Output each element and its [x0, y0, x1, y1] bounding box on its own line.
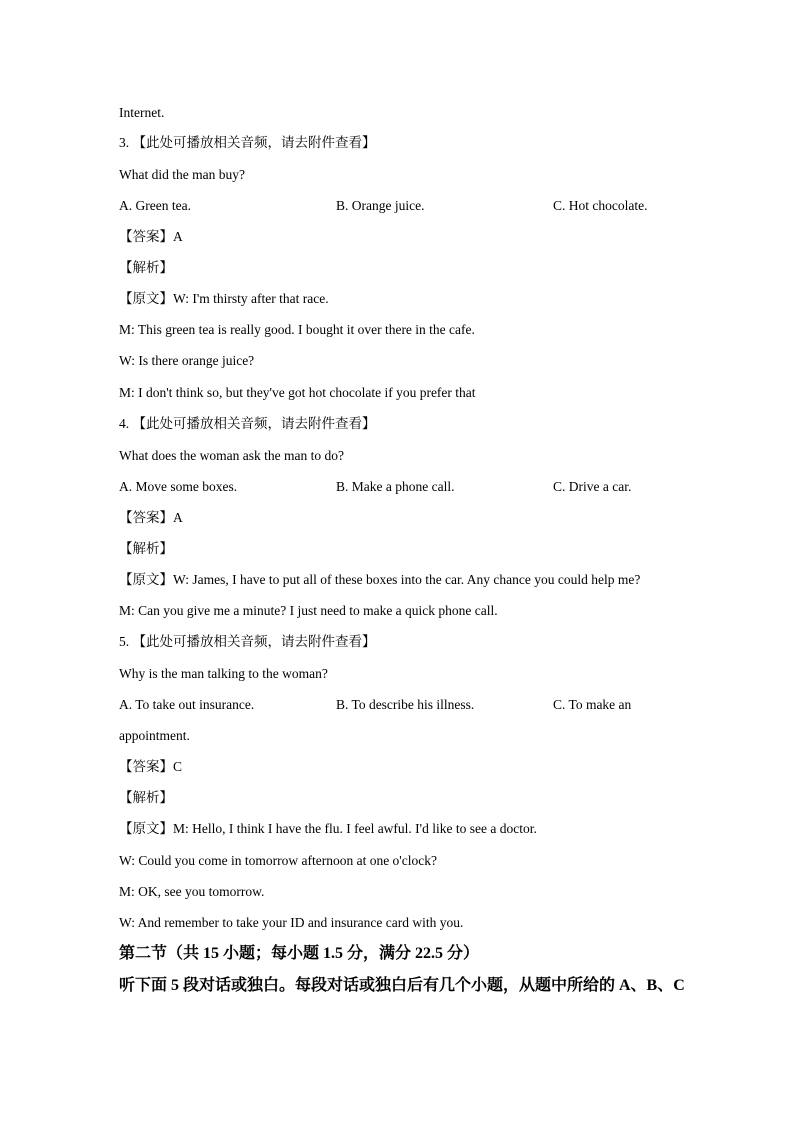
q5-transcript-line: W: And remember to take your ID and insurance card with you. — [119, 915, 464, 930]
q3-option-c: C. Hot chocolate. — [553, 198, 648, 213]
q3-transcript-line: M: This green tea is really good. I bought it over there in the cafe. — [119, 322, 475, 337]
q4-option-a: A. Move some boxes. — [119, 479, 238, 494]
q3-analysis-label: 【解析】 — [119, 260, 173, 275]
q5-audio-placeholder[interactable]: 5. 【此处可播放相关音频，请去附件查看】 — [119, 634, 376, 649]
q3-option-b: B. Orange juice. — [336, 198, 425, 213]
q5-option-b: B. To describe his illness. — [336, 697, 475, 712]
q3-option-a: A. Green tea. — [119, 198, 191, 213]
q4-option-b: B. Make a phone call. — [336, 479, 455, 494]
text-line: Internet. — [119, 105, 165, 120]
q4-analysis-label: 【解析】 — [119, 541, 173, 556]
q3-transcript-line: M: I don't think so, but they've got hot chocolate if you prefer that — [119, 385, 476, 400]
q3-audio-placeholder[interactable]: 3. 【此处可播放相关音频，请去附件查看】 — [119, 135, 376, 150]
q3-answer: 【答案】A — [119, 229, 183, 244]
q4-option-c: C. Drive a car. — [553, 479, 632, 494]
q4-audio-placeholder[interactable]: 4. 【此处可播放相关音频，请去附件查看】 — [119, 416, 376, 431]
q5-question: Why is the man talking to the woman? — [119, 666, 328, 681]
q5-transcript-line: 【原文】M: Hello, I think I have the flu. I feel awful. I'd like to see a doctor. — [119, 821, 537, 836]
q5-analysis-label: 【解析】 — [119, 790, 173, 805]
q5-transcript-line: W: Could you come in tomorrow afternoon at one o'clock? — [119, 853, 437, 868]
q5-option-c: C. To make an — [553, 697, 632, 712]
q4-transcript-line: M: Can you give me a minute? I just need to make a quick phone call. — [119, 603, 498, 618]
q4-question: What does the woman ask the man to do? — [119, 448, 344, 463]
q5-option-c-continued: appointment. — [119, 728, 190, 743]
section-instruction: 听下面 5 段对话或独白。每段对话或独白后有几个小题，从题中所给的 A、B、C — [119, 977, 685, 994]
section-title: 第二节（共 15 小题；每小题 1.5 分，满分 22.5 分） — [119, 945, 480, 962]
q3-transcript-line: W: Is there orange juice? — [119, 353, 255, 368]
q5-transcript-line: M: OK, see you tomorrow. — [119, 884, 265, 899]
q5-answer: 【答案】C — [119, 759, 183, 774]
q4-answer: 【答案】A — [119, 510, 183, 525]
q4-transcript-line: 【原文】W: James, I have to put all of these boxes into the car. Any chance you could help me? — [119, 572, 641, 587]
q3-transcript-line: 【原文】W: I'm thirsty after that race. — [119, 291, 329, 306]
q3-question: What did the man buy? — [119, 167, 245, 182]
q5-option-a: A. To take out insurance. — [119, 697, 255, 712]
